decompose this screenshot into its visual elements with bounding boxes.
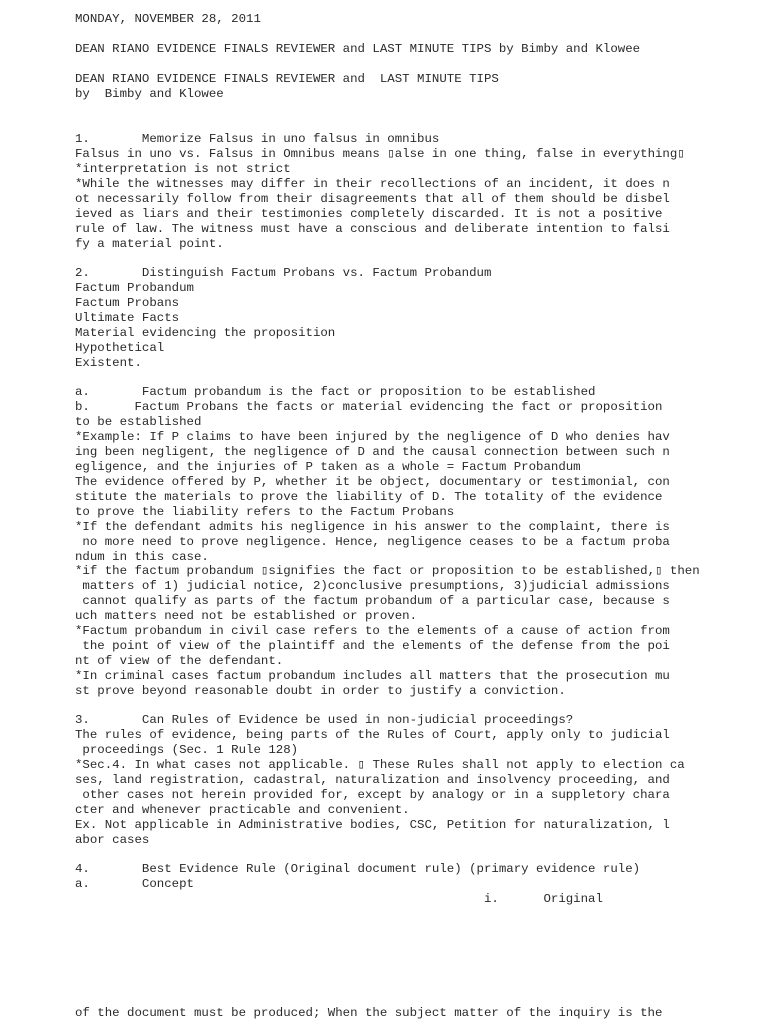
date-header: MONDAY, NOVEMBER 28, 2011 [75,12,261,26]
text-line: *if the factum probandum ▯signifies the fact or proposition to be established,▯ then [75,564,700,578]
text-line: *In criminal cases factum probandum includes all matters that the prosecution mu [75,669,670,683]
text-line: i. Original [75,892,603,906]
section-2-heading: 2. Distinguish Factum Probans vs. Factum Probandum [75,266,492,280]
text-line: fy a material point. [75,237,224,251]
text-line: cannot qualify as parts of the factum probandum of a particular case, because s [75,594,670,608]
text-line: abor cases [75,833,150,847]
text-line: ing been negligent, the negligence of D and the causal connection between such n [75,445,670,459]
text-line: of the document must be produced; When the subject matter of the inquiry is the [75,1006,663,1020]
section-4-heading: 4. Best Evidence Rule (Original document rule) (primary evidence rule) [75,862,641,876]
text-line: ses, land registration, cadastral, naturalization and insolvency proceeding, and [75,773,670,787]
text-line: no more need to prove negligence. Hence, negligence ceases to be a factum proba [75,535,670,549]
text-line: Factum Probans [75,296,180,310]
text-line: stitute the materials to prove the liability of D. The totality of the evidence [75,490,663,504]
text-line: Ex. Not applicable in Administrative bodies, CSC, Petition for naturalization, l [75,818,670,832]
text-line: *Factum probandum in civil case refers to the elements of a cause of action from [75,624,670,638]
text-line: a. Factum probandum is the fact or proposition to be established [75,385,596,399]
text-line: nt of view of the defendant. [75,654,284,668]
text-line: other cases not herein provided for, except by analogy or in a suppletory chara [75,788,670,802]
text-line: *Sec.4. In what cases not applicable. ▯ These Rules shall not apply to election ca [75,758,685,772]
text-line: Factum Probandum [75,281,194,295]
text-line: b. Factum Probans the facts or material evidencing the fact or proposition [75,400,663,414]
text-line: *interpretation is not strict [75,162,291,176]
text-line: proceedings (Sec. 1 Rule 128) [75,743,299,757]
text-line: the point of view of the plaintiff and the elements of the defense from the poi [75,639,670,653]
text-line: The rules of evidence, being parts of the Rules of Court, apply only to judicial [75,728,670,742]
text-line: uch matters need not be established or proven. [75,609,418,623]
text-line: rule of law. The witness must have a conscious and deliberate intention to falsi [75,222,670,236]
section-3-heading: 3. Can Rules of Evidence be used in non-judicial proceedings? [75,713,574,727]
text-line: Material evidencing the proposition [75,326,336,340]
text-line: *If the defendant admits his negligence in his answer to the complaint, there is [75,520,670,534]
text-line: Falsus in uno vs. Falsus in Omnibus means ▯alse in one thing, false in everything▯ [75,147,685,161]
text-line: ot necessarily follow from their disagreements that all of them should be disbel [75,192,670,206]
text-line: The evidence offered by P, whether it be object, documentary or testimonial, con [75,475,670,489]
doc-title: DEAN RIANO EVIDENCE FINALS REVIEWER and LAST MINUTE TIPS [75,72,499,86]
text-line: Existent. [75,356,142,370]
text-line: ieved as liars and their testimonies completely discarded. It is not a positive [75,207,663,221]
text-line: *While the witnesses may differ in their recollections of an incident, it does n [75,177,670,191]
text-line: egligence, and the injuries of P taken as a whole = Factum Probandum [75,460,581,474]
doc-authors: by Bimby and Klowee [75,87,224,101]
section-1-heading: 1. Memorize Falsus in uno falsus in omnibus [75,132,440,146]
text-line: Ultimate Facts [75,311,180,325]
text-line: st prove beyond reasonable doubt in order to justify a conviction. [75,684,566,698]
text-line: matters of 1) judicial notice, 2)conclusive presumptions, 3)judicial admissions [75,579,670,593]
text-line: to prove the liability refers to the Factum Probans [75,505,455,519]
text-line: ndum in this case. [75,550,209,564]
text-line: cter and whenever practicable and convenient. [75,803,410,817]
text-line: Hypothetical [75,341,165,355]
text-line: a. Concept [75,877,194,891]
post-title: DEAN RIANO EVIDENCE FINALS REVIEWER and LAST MINUTE TIPS by Bimby and Klowee [75,42,641,56]
text-line: *Example: If P claims to have been injured by the negligence of D who denies hav [75,430,670,444]
text-line: to be established [75,415,202,429]
